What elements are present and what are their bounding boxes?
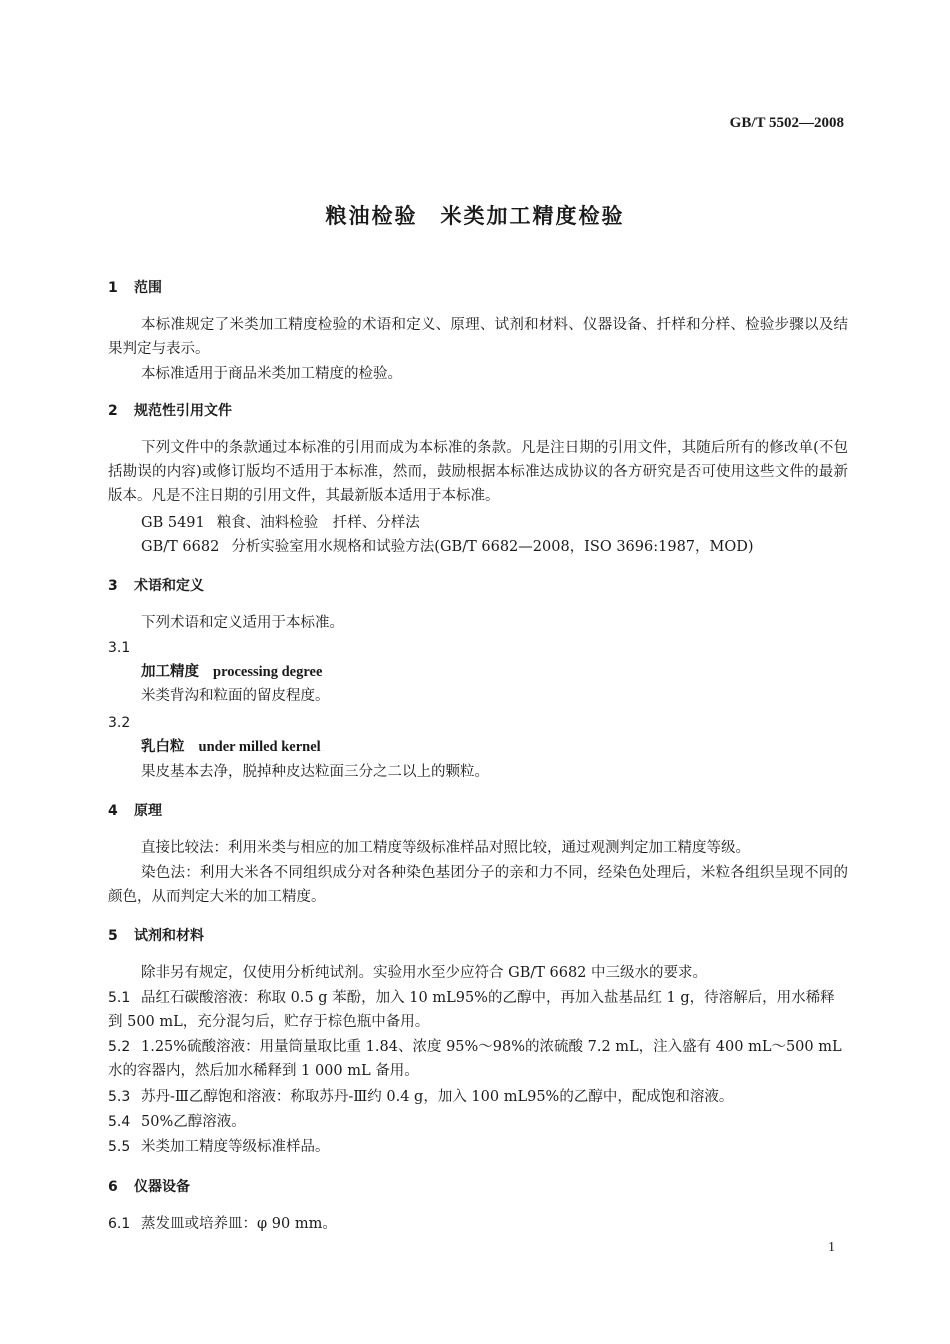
term-definition: 米类背沟和粒面的留皮程度。	[141, 688, 330, 704]
section-2-paragraph-1: 下列文件中的条款通过本标准的引用而成为本标准的条款。凡是注日期的引用文件，其随后所有的修改单(不包括勘误的内容)或修订版均不适用于本标准，然而，鼓励根据本标准达成协议的各方研究是否可使用这些文件的最新版本。凡是不注日期的引用文件，其最新版本适用于本标准。	[108, 440, 848, 504]
term-name	[108, 660, 881, 684]
item-text: 米类加工精度等级标准样品。	[141, 1139, 330, 1155]
list-item	[108, 1110, 848, 1134]
section-number: 3	[108, 578, 118, 594]
item-number: 5.3	[108, 1089, 131, 1105]
item-text: 蒸发皿或培养皿：φ 90 mm。	[141, 1216, 337, 1232]
section-title: 仪器设备	[134, 1179, 190, 1195]
term-number: 3.1	[108, 640, 131, 656]
reference-code: GB 5491	[141, 515, 205, 531]
term-en: processing degree	[213, 664, 323, 680]
term-name	[108, 735, 881, 759]
list-item	[108, 1085, 848, 1109]
section-4-heading	[108, 799, 848, 823]
section-1-heading	[108, 276, 848, 300]
section-6-heading	[108, 1175, 848, 1199]
reference-item	[108, 511, 881, 535]
section-5-paragraph-1: 除非另有规定，仅使用分析纯试剂。实验用水至少应符合 GB/T 6682 中三级水的要求。	[141, 965, 708, 981]
section-title: 原理	[134, 803, 162, 819]
section-4-paragraph-1: 直接比较法：利用米类与相应的加工精度等级标准样品对照比较，通过观测判定加工精度等级。	[141, 840, 750, 856]
item-text: 苏丹-Ⅲ乙醇饱和溶液：称取苏丹-Ⅲ约 0.4 g，加入 100 mL95%的乙醇中，配成饱和溶液。	[141, 1089, 734, 1105]
section-title: 试剂和材料	[134, 928, 204, 944]
section-1-paragraph-2: 本标准适用于商品米类加工精度的检验。	[141, 366, 402, 382]
document-title: 粮油检验 米类加工精度检验	[325, 204, 625, 228]
item-number: 5.2	[108, 1039, 131, 1055]
term-zh: 加工精度	[141, 663, 199, 680]
section-number: 6	[108, 1179, 118, 1195]
section-4-paragraph-2: 染色法：利用大米各不同组织成分对各种染色基团分子的亲和力不同，经染色处理后，米粒各组织呈现不同的颜色，从而判定大米的加工精度。	[108, 865, 848, 905]
term-definition: 果皮基本去净，脱掉种皮达粒面三分之二以上的颗粒。	[141, 764, 489, 780]
list-item	[108, 1212, 848, 1236]
section-number: 5	[108, 928, 118, 944]
item-number: 6.1	[108, 1216, 131, 1232]
section-number: 4	[108, 803, 118, 819]
section-title: 范围	[134, 280, 162, 296]
section-title: 规范性引用文件	[134, 403, 232, 419]
term-number: 3.2	[108, 715, 131, 731]
section-1-paragraph-1: 本标准规定了米类加工精度检验的术语和定义、原理、试剂和材料、仪器设备、扦样和分样、检验步骤以及结果判定与表示。	[108, 317, 848, 357]
term-zh: 乳白粒	[141, 738, 185, 755]
item-number: 5.1	[108, 990, 131, 1006]
list-item	[108, 1035, 848, 1083]
section-number: 1	[108, 280, 118, 296]
term-en: under milled kernel	[198, 739, 321, 755]
reference-title: 分析实验室用水规格和试验方法(GB/T 6682—2008，ISO 3696:1987，MOD)	[231, 539, 754, 555]
standard-code: GB/T 5502—2008	[729, 115, 844, 131]
item-text: 1.25%硫酸溶液：用量筒量取比重 1.84、浓度 95%～98%的浓硫酸 7.2 mL，注入盛有 400 mL～500 mL 水的容器内，然后加水稀释到 1 000 mL 备用。	[108, 1039, 842, 1079]
section-5-heading	[108, 924, 848, 948]
reference-code: GB/T 6682	[141, 539, 220, 555]
list-item	[108, 1135, 848, 1159]
reference-item	[108, 535, 881, 559]
section-number: 2	[108, 403, 118, 419]
item-text: 50%乙醇溶液。	[141, 1114, 246, 1130]
list-item	[108, 986, 848, 1034]
page-number: 1	[828, 1240, 835, 1255]
section-2-heading	[108, 399, 848, 423]
reference-title: 粮食、油料检验 扦样、分样法	[216, 515, 420, 531]
section-3-paragraph-1: 下列术语和定义适用于本标准。	[141, 615, 344, 631]
item-text: 品红石碳酸溶液：称取 0.5 g 苯酚，加入 10 mL95%的乙醇中，再加入盐基品红 1 g，待溶解后，用水稀释到 500 mL，充分混匀后，贮存于棕色瓶中备用。	[108, 990, 835, 1030]
item-number: 5.4	[108, 1114, 131, 1130]
item-number: 5.5	[108, 1139, 131, 1155]
section-title: 术语和定义	[134, 578, 204, 594]
section-3-heading	[108, 574, 848, 598]
